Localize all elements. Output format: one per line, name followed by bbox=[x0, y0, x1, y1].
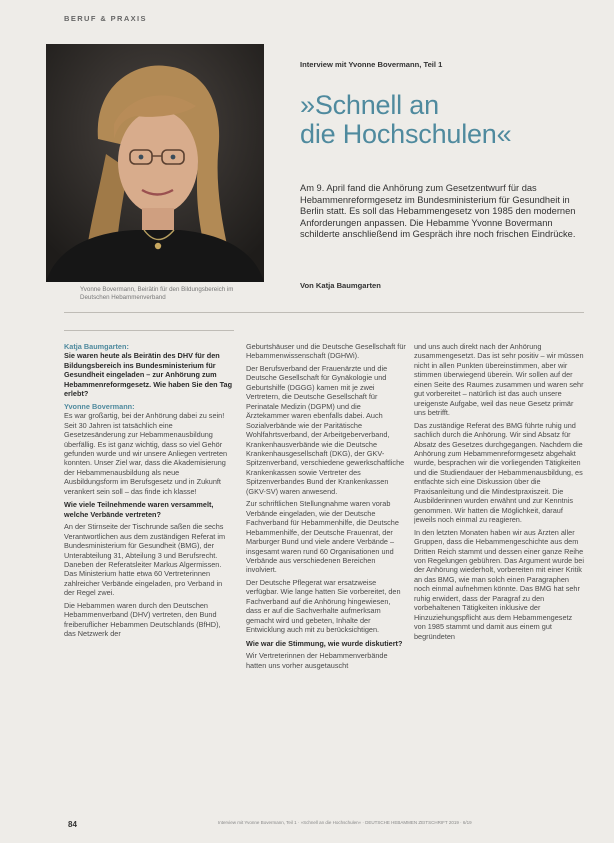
answer-paragraph: Der Berufsverband der Frauenärzte und die Deutsche Gesellschaft für Gynäkologie und Geburtshilfe (DGGG) kamen mit je zwei Vertretern, die Deutsche Gesellschaft für Perinatale Medizin (DGPM) und die Ärztekammer waren ebenfalls dabei. Auch Sozialverbände wie der Paritätische Wohlfahrtsverband, der Arbeitgeberverband, Krankenhausverbände wie die Deutsche Krankenhausgesellschaft (DKG), der GKV-Spitzenverband, verschiedene gewerkschaftliche Krankenkassen sowie Vertreter des Spitzenverbandes Bund der Krankenkassen (GKV-SV) waren anwesend. bbox=[246, 363, 405, 496]
text-column-3 bbox=[414, 342, 584, 802]
portrait-photo bbox=[46, 44, 264, 282]
answer-paragraph: Das zuständige Referat des BMG führte ruhig und sachlich durch die Anhörung. Wir sind Absatz für Absatz des Gesetzes durchgegangen. Nachdem die Anhörung zum Hebammenreformgesetz abgehakt wurde, besprachen wir die vorliegenden Tätigkeiten und die Studiendauer der Hebammenausbildung, es entfachte sich eine Diskussion über die Praxisanleitung und die Mindestpraxiszeit. Die Ausbilderinnen wurden erwähnt und zur Kenntnis genommen. Wir hatten die Möglichkeit, darauf jeweils noch einmal zu reagieren. bbox=[414, 420, 583, 525]
article-kicker: Interview mit Yvonne Bovermann, Teil 1 bbox=[300, 60, 443, 69]
answer-paragraph: Geburtshäuser und die Deutsche Gesellschaft für Hebammenwissenschaft (DGHWi). bbox=[246, 342, 406, 361]
question: Wie war die Stimmung, wie wurde diskutiert? bbox=[246, 638, 403, 648]
answer-paragraph: und uns auch direkt nach der Anhörung zusammengesetzt. Das ist sehr positiv – wir müssen nicht in allen Punkten übereinstimmen, aber wir stimmen überwiegend überein. Wir sollen auf der einen Seite des Raumes zusammen und waren sehr gut vorbereitet – natürlich ist das auch unsere ureigenste Aufgabe, weil das neue Gesetz primär uns betrifft. bbox=[414, 342, 584, 418]
section-divider bbox=[64, 312, 584, 313]
answer-paragraph: Es war großartig, bei der Anhörung dabei zu sein! Seit 30 Jahren ist tatsächlich eine Gesetzesänderung zur Hebammenausbildung überfällig. Es ist ganz wichtig, dass so viel Gehör gefunden wurde und wir unsere Anliegen vertreten konnten. Unser Ziel war, dass die Akademisierung der Hebammenausbildung als neue Ausbildungsform im Berufsgesetz und in Zukunft verankert sein soll – das finde ich klasse! bbox=[64, 411, 228, 496]
answer-paragraph: Zur schriftlichen Stellungnahme waren vorab Verbände eingeladen, wie der Deutsche Fachverband für Hebammenhilfe, die Deutsche Hebammenhilfe, der Deutsche Frauenrat, der Marburger Bund und viele andere Verbände – insgesamt waren rund 60 Organisationen und Verbände aus verschiedenen Bereichen involviert. bbox=[246, 499, 399, 575]
interviewee-label: Yvonne Bovermann: bbox=[64, 401, 135, 411]
question: Sie waren heute als Beirätin des DHV für den Bildungsbereich ins Bundesministerium für Gesundheit eingeladen – zur Anhörung zum Hebammenreformgesetz. Wie haben Sie den Tag erlebt? bbox=[64, 351, 233, 399]
answer-paragraph: Wir Vertreterinnen der Hebammenverbände hatten uns vorher ausgetauscht bbox=[246, 651, 388, 670]
interviewer-label: Katja Baumgarten: bbox=[64, 342, 129, 351]
answer-paragraph: Der Deutsche Pflegerat war ersatzweise verfügbar. Wie lange hatten Sie vorbereitet, den Fachverband auf die Anhörung hingewiesen, dass er auf die Sachverhalte aufmerksam gemacht wird und gebeten, Inhalte der Entwicklung auch mit zu berücksichtigen. bbox=[246, 577, 401, 635]
section-label: BERUF & PRAXIS bbox=[64, 14, 147, 23]
headline-line-1: »Schnell an bbox=[300, 90, 439, 120]
article-intro: Am 9. April fand die Anhörung zum Gesetzentwurf für das Hebammenreformgesetz im Bundesministerium für Gesundheit in Berlin statt. Es soll das Hebammengesetz von 1985 den modernen Anforderungen anpassen. Die Hebamme Yvonne Bovermann schilderte anschließend im Gespräch ihre noch frischen Eindrücke. bbox=[300, 183, 576, 239]
page-footer: Interview mit Yvonne Bovermann, Teil 1 · »Schnell an die Hochschulen« · DEUTSCHE HEBAMMEN ZEITSCHRIFT 2019 · 6/19 bbox=[218, 820, 472, 825]
article-headline bbox=[300, 91, 511, 149]
photo-caption: Yvonne Bovermann, Beirätin für den Bildungsbereich im Deutschen Hebammenverband bbox=[80, 286, 234, 301]
question: Wie viele Teilnehmende waren versammelt, welche Verbände vertreten? bbox=[64, 500, 214, 519]
headline-line-2: die Hochschulen« bbox=[300, 119, 512, 149]
page-number: 84 bbox=[68, 820, 77, 829]
text-column-1 bbox=[64, 342, 234, 744]
answer-paragraph: In den letzten Monaten haben wir aus Ärzten aller Gruppen, dass die Hebammengeschichte aus dem Dritten Reich stammt und dessen einer ganze Reihe von Regelungen gebühren. Das Argument wurde bei der Anhörung wiederholt, vorbereiten mit einer Kritik an das BMG, wie man solch einen Paragraphen noch einmal aufnehmen könnte. Das BMG hat sehr ruhig erwidert, dass der Paragraf zu den vorbehaltenen Tätigkeiten inklusive der Hinzuziehungspflicht aus dem Hebammengesetz von 1985 stammt und damit aus einem gut begründeten bbox=[414, 527, 584, 641]
answer-paragraph: An der Stirnseite der Tischrunde saßen die sechs Verantwortlichen aus dem zuständigen Referat im Bundesministerium für Gesundheit (BMG), der Unterabteilung 31, Abteilung 3 und Berufsrecht. Daneben der Referatsleiter Markus Algermissen. Das Ministerium hatte etwa 60 Vertreterinnen zahlreicher Verbände eingeladen, pro Verband in der Regel zwei. bbox=[64, 522, 226, 598]
text-column-2 bbox=[246, 342, 406, 802]
article-byline: Von Katja Baumgarten bbox=[300, 281, 381, 290]
answer-paragraph: Die Hebammen waren durch den Deutschen Hebammenverband (DHV) vertreten, den Bund freiberuflicher Hebammen Deutschlands (BfHD), das Netzwerk der bbox=[64, 600, 221, 639]
column-divider bbox=[64, 330, 234, 331]
